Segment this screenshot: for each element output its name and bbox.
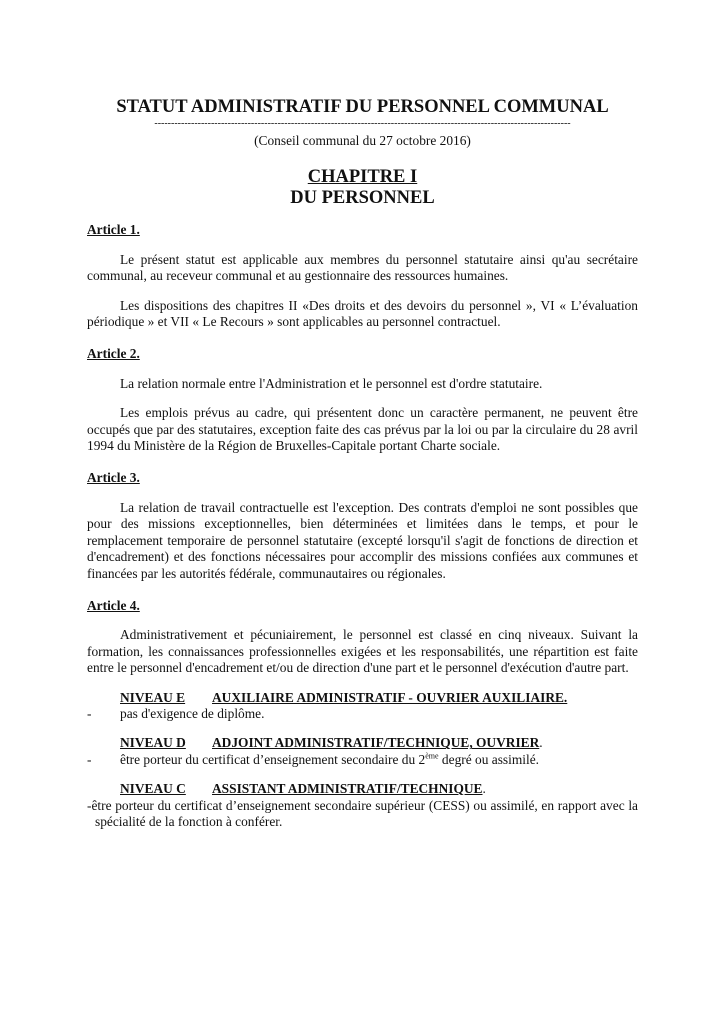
article-2-heading: Article 2. xyxy=(87,346,140,362)
niveau-d-requirement-superscript: ème xyxy=(425,751,439,761)
niveau-d-code: NIVEAU D xyxy=(120,735,186,751)
niveau-d-heading xyxy=(120,735,638,751)
niveau-d-label: ADJOINT ADMINISTRATIF/TECHNIQUE, OUVRIER xyxy=(212,735,540,751)
list-dash: - xyxy=(87,705,92,721)
niveau-c-period: . xyxy=(482,781,486,797)
article-1-heading: Article 1. xyxy=(87,222,140,238)
niveau-d-requirement-end: degré ou assimilé. xyxy=(438,751,539,767)
document-title: STATUT ADMINISTRATIF DU PERSONNEL COMMUNAL xyxy=(116,97,609,117)
article-3-heading: Article 3. xyxy=(87,470,140,486)
article-2-paragraph-2: Les emplois prévus au cadre, qui présentent donc un caractère permanent, ne peuvent être occupés que par des statutaires, exception faite des cas prévus par la loi ou par la circulaire du 28 avril 1994 du Ministère de la Région de Bruxelles-Capitale portant Charte sociale. xyxy=(87,405,638,454)
article-3-paragraph-1: La relation de travail contractuelle est l'exception. Des contrats d'emploi ne sont possibles que pour des missions exceptionnelles, bien déterminées et limitées dans le temps, et pour le remplacement temporaire de personnel statutaire (excepté lorsqu'il s'agit de fonctions de direction et d'encadrement) et des fonctions nécessaires pour accomplir des missions confiées aux communes et financées par les autorités fédérale, communautaires ou régionales. xyxy=(87,499,638,581)
niveau-e-requirement-text: pas d'exigence de diplôme. xyxy=(120,705,265,721)
niveau-c-label: ASSISTANT ADMINISTRATIF/TECHNIQUE xyxy=(212,781,483,797)
article-1-paragraph-2: Les dispositions des chapitres II «Des droits et des devoirs du personnel », VI « L’évaluation périodique » et VII « Le Recours » sont applicables au personnel contractuel. xyxy=(87,297,638,330)
title-rule: ----------------------------------------------------------------------------------------------------------------------------- xyxy=(154,119,571,129)
niveau-d-requirement-start: être porteur du certificat d’enseignement secondaire du 2 xyxy=(120,751,426,767)
document-page xyxy=(87,96,638,830)
niveau-e-code: NIVEAU E xyxy=(120,689,186,705)
chapter-heading xyxy=(87,167,638,209)
niveau-e-heading xyxy=(120,690,638,706)
article-4-paragraph-1: Administrativement et pécuniairement, le personnel est classé en cinq niveaux. Suivant la formation, les connaissances professionnelles exigées et les responsabilités, une répartition est faite entre le personnel d'encadrement et/ou de direction d'une part et le personnel d'exécution d'autre part. xyxy=(87,627,638,676)
niveau-c-requirement: -être porteur du certificat d’enseignement secondaire supérieur (CESS) ou assimilé, en rapport avec la spécialité de la fonction à conférer. xyxy=(87,797,638,829)
chapter-number: CHAPITRE I xyxy=(307,167,418,188)
document-subtitle: (Conseil communal du 27 octobre 2016) xyxy=(254,133,471,148)
niveau-c-heading xyxy=(120,781,638,797)
article-4-heading: Article 4. xyxy=(87,597,140,613)
niveau-d-period: . xyxy=(539,735,543,751)
niveau-e-requirement xyxy=(87,706,638,722)
article-2-paragraph-1: La relation normale entre l'Administration et le personnel est d'ordre statutaire. xyxy=(120,375,543,391)
niveau-d-requirement xyxy=(87,752,638,768)
article-1-paragraph-1: Le présent statut est applicable aux membres du personnel statutaire ainsi qu'au secrétaire communal, au receveur communal et au gestionnaire des ressources humaines. xyxy=(87,251,638,284)
niveau-c-code: NIVEAU C xyxy=(120,781,186,797)
list-dash: - xyxy=(87,751,92,767)
niveau-e-label: AUXILIAIRE ADMINISTRATIF - OUVRIER AUXILIAIRE. xyxy=(212,689,568,705)
chapter-name: DU PERSONNEL xyxy=(290,188,435,209)
